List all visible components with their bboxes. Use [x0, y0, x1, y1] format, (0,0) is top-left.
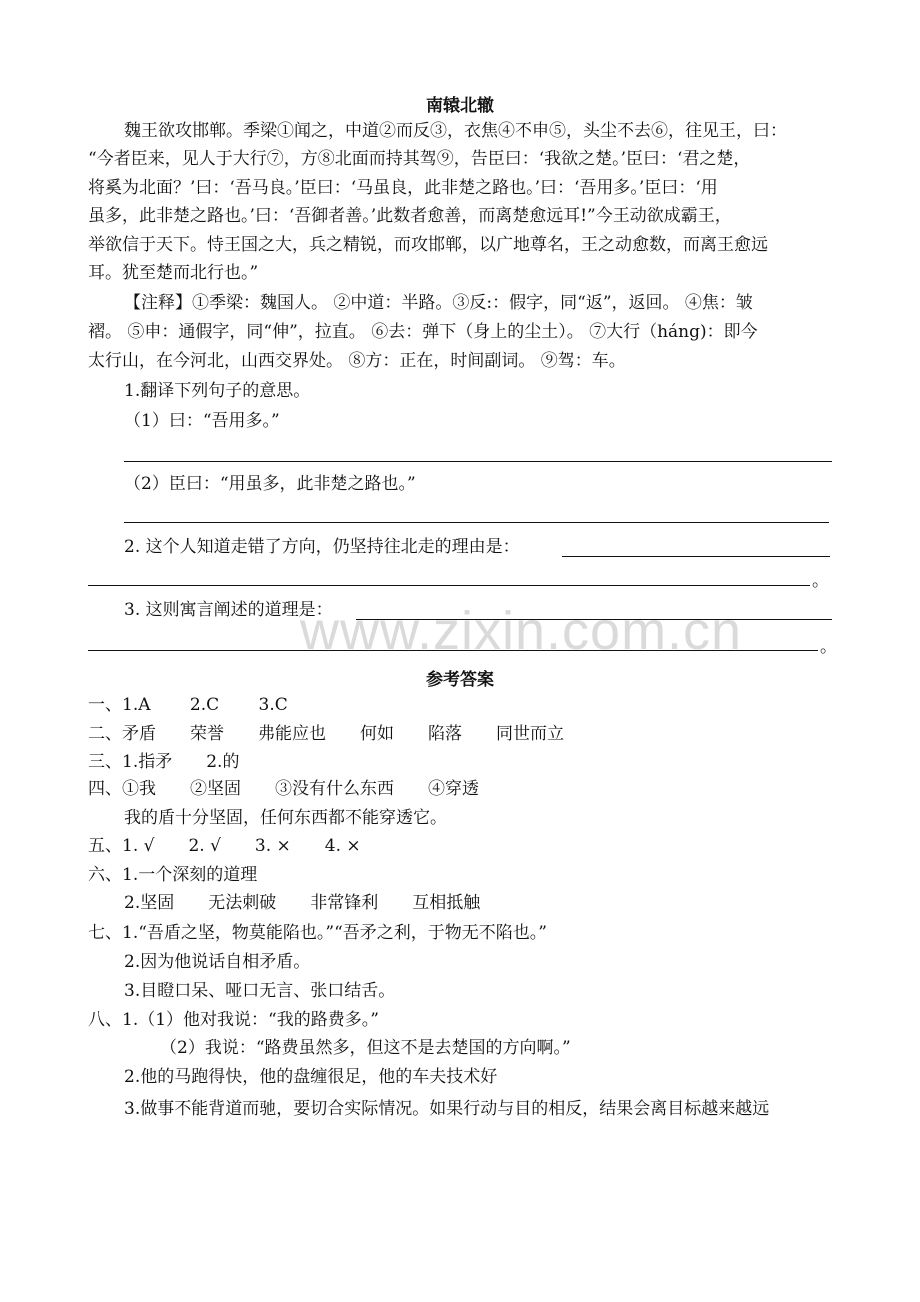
- answer-line: 一、1.A 2.C 3.C: [88, 695, 288, 715]
- note-line: 太行山，在今河北，山西交界处。 ⑧方：正在，时间副词。 ⑨驾：车。: [88, 351, 626, 371]
- answer-line: 三、1.指矛 2.的: [88, 752, 240, 772]
- note-line: 【注释】①季梁：魏国人。 ②中道：半路。③反:：假字，同“返”，返回。 ④焦：皱: [124, 293, 753, 313]
- passage-line: 耳。犹至楚而北行也。”: [88, 263, 259, 283]
- answer-line: 2.因为他说话自相矛盾。: [124, 952, 311, 972]
- question-1: 1.翻译下列句子的意思。: [124, 381, 311, 401]
- question-1-2: （2）臣曰：“用虽多，此非楚之路也。”: [124, 474, 416, 494]
- answer-line-1-1[interactable]: [124, 461, 832, 462]
- passage-line: 魏王欲攻邯郸。季梁①闻之，中道②而反③，衣焦④不申⑤，头尘不去⑥，往见王，曰：: [124, 121, 787, 141]
- question-2: 2. 这个人知道走错了方向，仍坚持往北走的理由是：: [124, 537, 520, 557]
- answers-title: 参考答案: [426, 670, 494, 690]
- question-1-1: （1）曰：“吾用多。”: [124, 411, 280, 431]
- answer-line: 二、矛盾 荣誉 弗能应也 何如 陷落 同世而立: [88, 724, 564, 744]
- answer-line: 3.做事不能背道而驰，要切合实际情况。如果行动与目的相反，结果会离目标越来越远: [124, 1099, 770, 1119]
- passage-line: 举欲信于天下。恃王国之大，兵之精锐，而攻邯郸，以广地尊名，王之动愈数，而离王愈远: [88, 235, 768, 255]
- passage-line: 虽多，此非楚之路也。’曰：‘吾御者善。’此数者愈善，而离楚愈远耳!”今王动欲成霸王，: [88, 206, 732, 226]
- story-title: 南辕北辙: [426, 96, 494, 116]
- answer-line: 五、1. √ 2. √ 3. × 4. ×: [88, 836, 361, 856]
- period: 。: [812, 571, 829, 591]
- answer-line-1-2[interactable]: [124, 522, 829, 523]
- answer-line: （2）我说：“路费虽然多，但这不是去楚国的方向啊。”: [160, 1038, 571, 1058]
- answer-line-3a[interactable]: [356, 619, 832, 620]
- answer-line-2a[interactable]: [562, 556, 830, 557]
- answer-line-3b[interactable]: [88, 650, 818, 651]
- answer-line: 我的盾十分坚固，任何东西都不能穿透它。: [124, 808, 447, 828]
- answer-line: 八、1.（1）他对我说：“我的路费多。”: [88, 1010, 379, 1030]
- answer-line: 四、①我 ②坚固 ③没有什么东西 ④穿透: [88, 779, 479, 799]
- watermark: www.zixin.com.cn: [300, 601, 743, 661]
- answer-line: 2.坚固 无法刺破 非常锋利 互相抵触: [124, 893, 481, 913]
- passage-line: “今者臣来，见人于大行⑦，方⑧北面而持其驾⑨，告臣曰：‘我欲之楚。’臣曰：‘君之楚，: [88, 149, 751, 169]
- answer-line-2b[interactable]: [88, 585, 810, 586]
- passage-line: 将奚为北面？’曰：‘吾马良。’臣曰：‘马虽良，此非楚之路也。’曰：‘吾用多。’臣曰：‘用: [88, 178, 718, 198]
- answer-line: 2.他的马跑得快，他的盘缠很足，他的车夫技术好: [124, 1067, 498, 1087]
- answer-line: 七、1.“吾盾之坚，物莫能陷也。”“吾矛之利，于物无不陷也。”: [88, 923, 547, 943]
- note-line: 褶。 ⑤申：通假字，同“伸”，拉直。 ⑥去：弹下（身上的尘土）。 ⑦大行（háng)：即今: [88, 322, 758, 342]
- question-3: 3. 这则寓言阐述的道理是：: [124, 600, 333, 620]
- answer-line: 3.目瞪口呆、哑口无言、张口结舌。: [124, 981, 396, 1001]
- answer-line: 六、1.一个深刻的道理: [88, 865, 258, 885]
- period: 。: [820, 637, 837, 657]
